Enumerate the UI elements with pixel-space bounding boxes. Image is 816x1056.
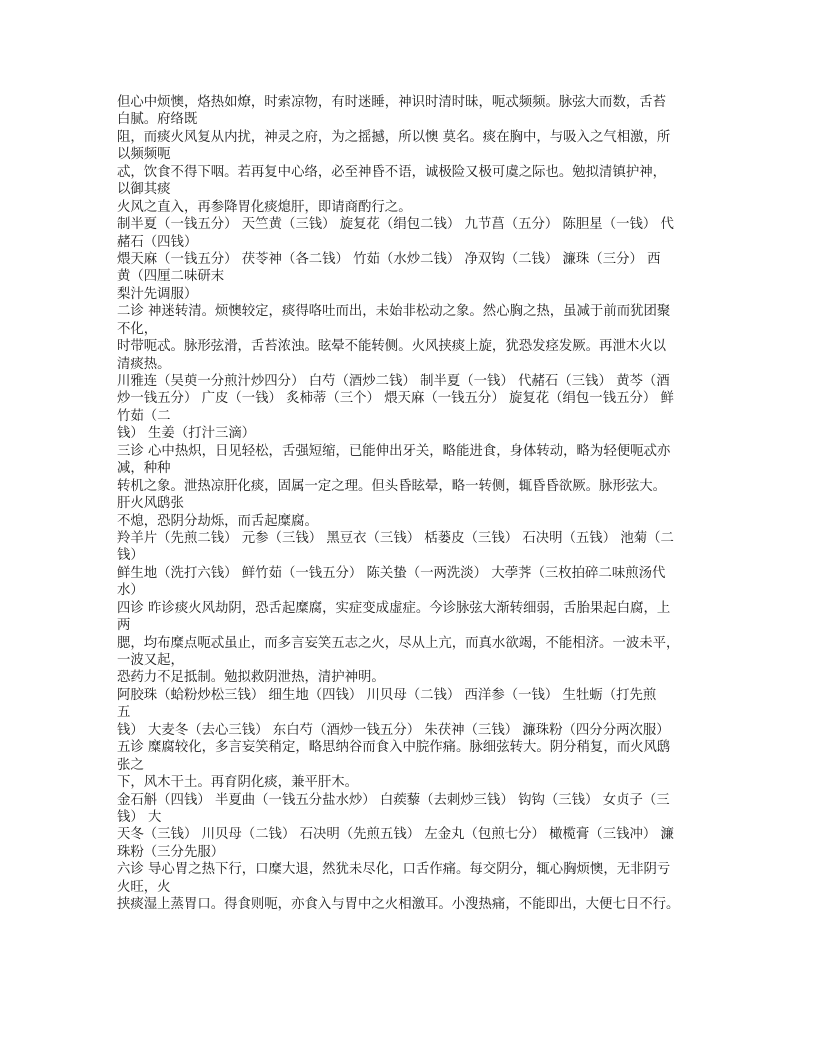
prescription-line: 钱） <box>117 548 144 564</box>
consultation-2-line: 二诊 神迷转清。烦懊较定，痰得咯吐而出，未始非松动之象。然心胸之热，虽减于前而犹团聚 <box>117 304 671 320</box>
text-line: 清痰热。 <box>117 356 171 372</box>
text-line: 白腻。府络既 <box>117 112 198 128</box>
prescription-line: 竹茹（二 <box>117 408 171 424</box>
text-line: 火风之直入，再参降胃化痰熄肝，即请商酌行之。 <box>117 199 412 215</box>
prescription-line: 炒一钱五分） 广皮（一钱） 炙柿蒂（三个） 煨天麻（一钱五分） 旋复花（绢包一钱五分） 鲜 <box>117 391 674 407</box>
text-line: 火旺，火 <box>117 879 171 895</box>
text-line: 不熄，恐阴分劫烁，而舌起糜腐。 <box>117 513 318 529</box>
prescription-line: 水） <box>117 583 144 599</box>
consultation-5-line: 五诊 糜腐较化，多言妄笑稍定，略思纳谷而食入中脘作痛。脉细弦转大。阴分稍复，而火风鸱 <box>117 740 671 756</box>
prescription-line: 珠粉（三分先服） <box>117 844 225 860</box>
text-line: 时带呃忒。脉形弦滑，舌苔浓浊。眩晕不能转侧。火风挟痰上旋，犹恐发痉发厥。再泄木火以 <box>117 339 667 355</box>
text-line: 一波又起， <box>117 653 184 668</box>
consultation-4-line: 四诊 昨诊痰火风劫阴，恐舌起糜腐，实症变成虚症。今诊脉弦大渐转细弱，舌胎果起白腐，上 <box>117 600 671 616</box>
text-line: 忒，饮食不得下咽。若再复中心络，必至神昏不语，诚极险又极可虞之际也。勉拟清镇护神， <box>117 164 667 180</box>
prescription-line: 五 <box>117 705 131 721</box>
prescription-line: 钱） 生姜（打汁三滴） <box>117 426 256 442</box>
prescription-line: 鲜生地（洗打六钱） 鲜竹茹（一钱五分） 陈关蛰（一两洗淡） 大荸荠（三枚拍碎二味煎汤代 <box>117 565 666 581</box>
consultation-3-line: 三诊 心中热炽，日见轻松，舌强短缩，已能伸出牙关，略能进食，身体转动，略为轻便呃忒亦 <box>117 443 671 459</box>
prescription-line: 黄（四厘二味研末 <box>117 269 225 285</box>
text-line: 恐药力不足抵制。勉拟救阴泄热，清护神明。 <box>117 670 385 686</box>
prescription-line: 赭石（四钱） <box>117 234 198 250</box>
prescription-line: 羚羊片（先煎二钱） 元参（三钱） 黑豆衣（三钱） 栝蒌皮（三钱） 石决明（五钱） 池菊（二 <box>117 530 674 546</box>
prescription-line: 梨汁先调服） <box>117 286 198 302</box>
text-line: 阻，而痰火风复从内扰，神灵之府，为之摇撼，所以懊 莫名。痰在胸中，与吸入之气相激，所 <box>117 129 671 145</box>
prescription-line: 川雅连（吴萸一分煎汁炒四分） 白芍（酒炒二钱） 制半夏（一钱） 代赭石（三钱） 黄芩（酒 <box>117 374 670 389</box>
text-line: 减，种种 <box>117 461 171 477</box>
prescription-line: 阿胶珠（蛤粉炒松三钱） 细生地（四钱） 川贝母（二钱） 西洋参（一钱） 生牡蛎（打先煎 <box>117 687 657 703</box>
prescription-line: 煨天麻（一钱五分） 茯苓神（各二钱） 竹茹（水炒二钱） 净双钩（二钱） 濂珠（三分） 西 <box>117 251 661 267</box>
prescription-line: 制半夏（一钱五分） 天竺黄（三钱） 旋复花（绢包二钱） 九节菖（五分） 陈胆星（一钱） 代 <box>117 217 674 233</box>
text-line: 挟痰湿上蒸胃口。得食则呃，亦食入与胃中之火相激耳。小溲热痛，不能即出，大便七日不行。 <box>117 897 680 913</box>
consultation-6-line: 六诊 导心胃之热下行，口糜大退，然犹未尽化，口舌作痛。每交阴分，辄心胸烦懊，无非阴亏 <box>117 862 671 878</box>
text-line: 下，风木干土。再育阴化痰，兼平肝木。 <box>117 775 359 791</box>
text-line: 腮，均布糜点呃忒虽止，而多言妄笑五志之火，尽从上亢，而真水欲竭，不能相济。一波未平， <box>117 635 680 651</box>
prescription-line: 钱） 大 <box>117 809 162 825</box>
text-line: 不化， <box>117 321 158 337</box>
prescription-line: 金石斛（四钱） 半夏曲（一钱五分盐水炒） 白蒺藜（去刺炒三钱） 钩钩（三钱） 女贞子（三 <box>117 792 670 808</box>
text-line: 以御其痰 <box>117 182 171 198</box>
prescription-line: 钱） 大麦冬（去心三钱） 东白芍（酒炒一钱五分） 朱茯神（三钱） 濂珠粉（四分分两次服） <box>117 722 670 738</box>
text-line: 肝火风鸱张 <box>117 496 184 512</box>
text-line: 两 <box>117 618 131 634</box>
prescription-line: 天冬（三钱） 川贝母（二钱） 石决明（先煎五钱） 左金丸（包煎七分） 橄榄膏（三钱冲） 濂 <box>117 827 674 843</box>
text-line: 张之 <box>117 757 144 773</box>
text-line: 以频频呃 <box>117 147 171 163</box>
document-page <box>117 94 707 914</box>
text-line: 但心中烦懊，烙热如燎，时索凉物，有时迷睡，神识时清时昧，呃忒频频。脉弦大而数，舌苔 <box>117 95 667 110</box>
text-line: 转机之象。泄热凉肝化痰，固属一定之理。但头昏眩晕，略一转侧，辄昏昏欲厥。脉形弦大。 <box>117 478 667 494</box>
